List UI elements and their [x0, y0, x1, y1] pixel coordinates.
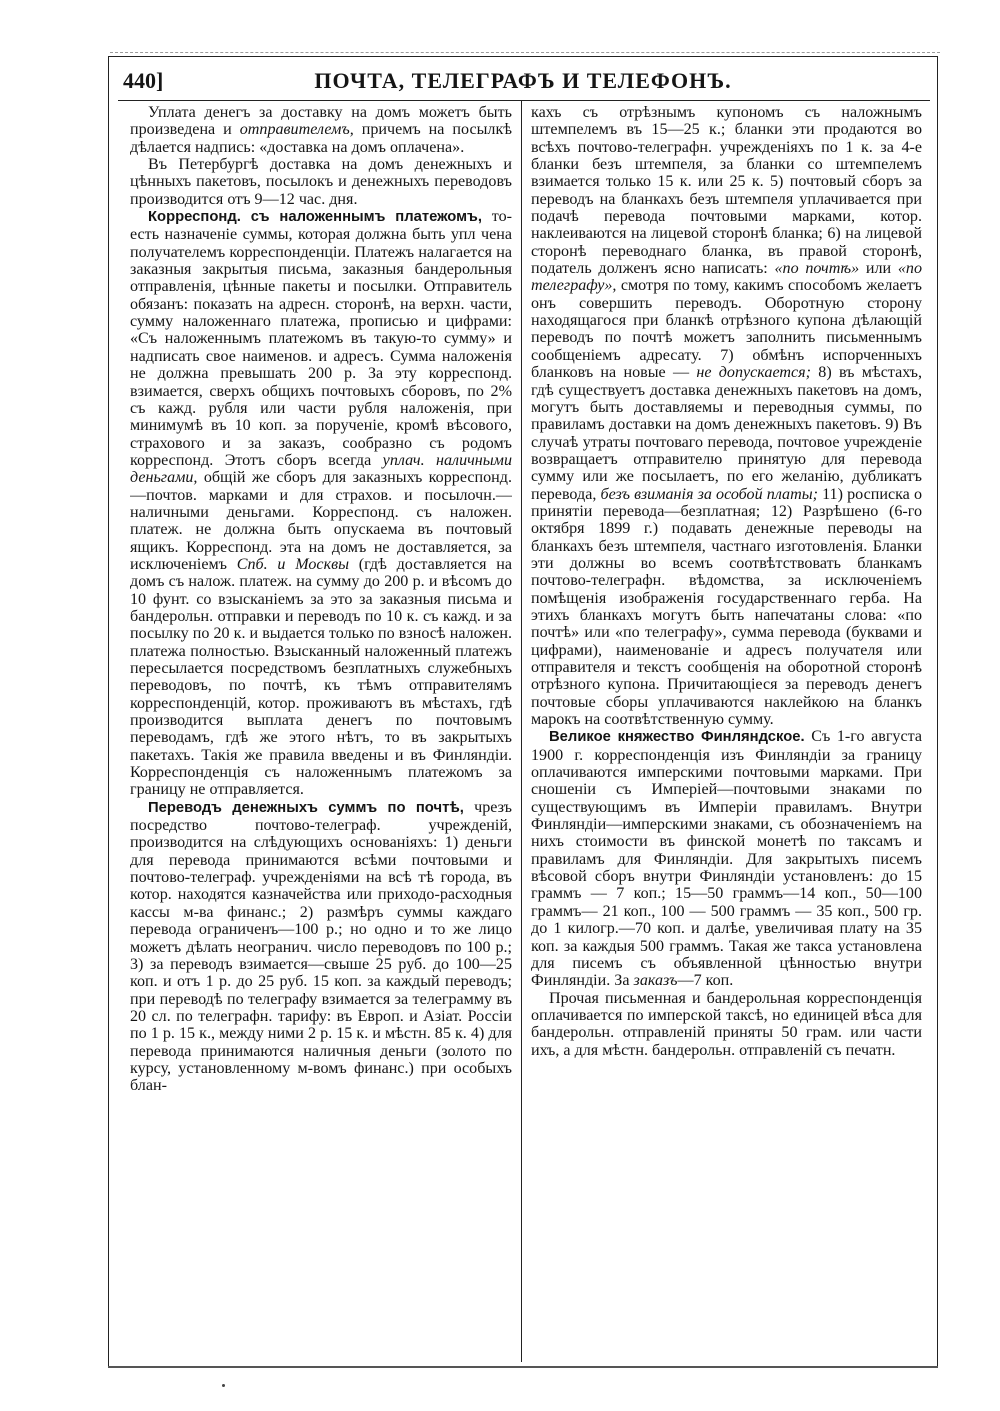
paragraph	[531, 728, 922, 989]
paragraph	[130, 208, 512, 799]
italic-run: Спб. и Москвы	[236, 555, 349, 573]
page-header	[108, 64, 938, 98]
page-number: 440]	[123, 68, 164, 93]
paragraph	[130, 104, 512, 156]
text-run: 11) росписка о принятіи перевода—безплатная; 12) Разрѣшено (6-го октября 1899 г.) подавать денежные переводы на бланкахъ безъ штемпеля, частнаго изготовленія. Бланки эти должны во всемъ соотвѣтствовать бланкамъ почтово-телеграфн. вѣдомства, за исключеніемъ помѣщенія изображенія государственнаго герба. На этихъ бланкахъ могутъ быть напечатаны слова: «по почтѣ» или «по телеграфу», сумма перевода (буквами и цифрами), наименованіе и адресъ получателя или отправителя и текстъ сообщенія на оборотной сторонѣ отрѣзного купона. Причитающіеся за переводъ денегъ почтовые сборы уплачиваются наклейкою на бланкъ марокъ на соотвѣтственную сумму.	[531, 485, 922, 729]
paragraph	[130, 799, 512, 1095]
text-run: Уплата денегъ за доставку на домъ можетъ быть произведена и	[130, 104, 512, 139]
italic-run: отправителемъ,	[239, 121, 354, 139]
text-run: чрезъ посредство почтово-телеграф. учрежденій, производится на слѣдующихъ основаніяхъ: 1) деньги для перевода принимаются всѣми почтовыми и почтово-телеграф. учрежденіями на всѣ тѣ города, въ котор. находятся казначейства или приходо-расходныя кассы м-ва финанс.; 2) размѣръ суммы каждаго перевода ограниченъ—100 р.; но одно и то же лицо можетъ дѣлать неогранич. число переводовъ по 100 р.; 3) за переводъ взимается—свыше 25 руб. до 100—25 коп. и отъ 1 р. до 25 руб. 15 коп. за каждый переводъ; при переводѣ по телеграфу взимается за телеграмму въ 20 сл. по телеграфн. тарифу: въ Европ. и Азіат. Россіи по 1 р. 15 к., между ними 2 р. 15 к. и мѣстн. 85 к. 4) для перевода принимаются наличныя деньги (золото по курсу, установленному м-вомъ финанс.) при особыхъ блан-	[130, 798, 512, 1095]
italic-run: безъ взиманія за особой платы;	[600, 485, 818, 503]
header-rule	[118, 100, 930, 101]
print-speck	[222, 1384, 225, 1387]
paragraph	[531, 104, 922, 728]
paragraph: Прочая письменная и бандерольная корреспонденція оплачивается по имперской таксѣ, но единицей вѣса для бандерольн. отправленій приняты 50 грам. или части ихъ, а для мѣстн. бандерольн. отправленій съ печатн.	[531, 989, 922, 1059]
text-run: то-есть назначеніе суммы, которая должна быть упл чена получателемъ корреспонденціи. Платежъ налагается на заказныя закрытыя письма, заказныя бандерольныя отправленія, цѣнные пакеты и посылки. Отправитель обязанъ: показать на адресн. сторонѣ, на верхн. части, сумму наложеннаго платежа, прописью и цифрами: «Съ наложеннымъ платежомъ въ такую-то сумму» и надписать свое наименов. и адресъ. Сумма наложенія не должна превышать 200 р. За эту корреспонд. взимается, сверхъ общихъ почтовыхъ сборовъ, по 2% съ кажд. рубля или части рубля наложенія, при минимумѣ въ 10 коп. за порученіе, кромѣ вѣсового, страхового и за заказъ, сообразно съ родомъ корреспонд. Этотъ сборъ всегда	[130, 208, 512, 469]
right-column	[531, 104, 922, 1364]
running-head: ПОЧТА, ТЕЛЕГРАФЪ И ТЕЛЕФОНЪ.	[314, 68, 732, 93]
italic-run: уплач. наличными деньгами,	[130, 451, 512, 487]
text-run: или	[859, 260, 898, 278]
italic-run: не допускается;	[696, 364, 811, 382]
text-run: —7 коп.	[677, 972, 734, 990]
text-run: кахъ съ отрѣзнымъ купономъ съ наложнымъ штемпелемъ въ 15—25 к.; бланки эти продаются во всѣхъ почтово-телеграфн. учрежденіяхъ по 1 к. за 4-е бланки безъ штемпеля, за бланки со штемпелемъ взимается только 15 к. или 25 к. 5) почтовый сборъ за переводъ на бланкахъ безъ штемпеля уплачивается при подачѣ перевода почтовыми марками, котор. наклеиваются на лицевой сторонѣ бланка; 6) на лицевой сторонѣ переводнаго бланка, въ правой сторонѣ, податель долженъ ясно написать:	[531, 104, 922, 278]
text-run: 8) въ мѣстахъ, гдѣ существуетъ доставка денежныхъ пакетовъ на домъ, могутъ быть доставляемы и переводныя суммы, по правиламъ доставки на домъ денежныхъ пакетовъ. 9) Въ случаѣ утраты почтоваго перевода, почтовое учрежденіе возвращаетъ отправителю принятую для перевода сумму или же посылаетъ, по его желанію, дубликатъ перевода,	[531, 364, 922, 503]
column-divider	[521, 100, 522, 1362]
text-run: причемъ на посылкѣ дѣлается надпись: «доставка на домъ оплачена».	[130, 121, 512, 156]
left-column	[130, 104, 512, 1364]
text-run: (гдѣ доставляется на домъ съ налож. платеж. на сумму до 200 р. и вѣсомъ до 10 фунт. со взысканіемъ за это за заказныя письма и бандерольн. отправки и переводъ по 10 к. съ кажд. и за посылку по 20 к. и выдается только по взносѣ наложен. платежа полностью. Взысканный наложенный платежъ пересылается посредствомъ безплатныхъ служебныхъ переводовъ, по почтѣ, къ тѣмъ отправителямъ корреспонденцій, котор. проживаютъ въ мѣстахъ, гдѣ производится выплата денегъ по почтовымъ переводамъ, гдѣ же этого нѣтъ, то въ закрытыхъ пакетахъ. Такія же правила введены и въ Финляндіи. Корреспонденція съ наложеннымъ платежомъ за границу не отправляется.	[130, 555, 512, 799]
italic-run: «по телеграфу»,	[531, 260, 922, 295]
italic-run: заказъ	[633, 972, 678, 990]
text-run: Съ 1-го августа 1900 г. корреспонденція изъ Финляндіи за границу оплачиваются имперскими почтовыми марками. При сношеніи съ Имперіей—почтовыми знаками по существующимъ въ Имперіи правиламъ. Внутри Финляндіи—имперскими знаками, съ обозначеніемъ на нихъ стоимости въ финской монетѣ по таксамъ и правиламъ для Финляндіи. Для закрытыхъ писемъ вѣсовой сборъ внутри Финляндіи установленъ: до 15 граммъ — 7 коп.; 15—50 граммъ—14 коп., 50—100 граммъ— 21 коп., 100 — 500 граммъ — 35 коп., 500 гр. до 1 килогр.—70 коп. и далѣе, увеличивая плату на 35 коп. за каждыя 500 граммъ. Такая же такса установлена для писемъ съ объявленной цѣнностью внутри Финляндіи. За	[531, 728, 922, 990]
text-run: смотря по тому, какимъ способомъ желаетъ онъ совершить переводъ. Оборотную сторону находящагося при бланкѣ отрѣзного купона дѣлающій переводъ по почтѣ можетъ заполнить письменнымъ сообщеніемъ адресату. 7) обмѣнъ испорченныхъ бланковъ на новые —	[531, 277, 922, 382]
section-heading: Великое княжество Финляндское.	[549, 729, 805, 746]
top-dashed-rule	[110, 52, 940, 53]
section-heading: Переводъ денежныхъ суммъ по почтѣ,	[148, 799, 464, 816]
section-heading: Корреспонд. съ наложеннымъ платежомъ,	[148, 209, 482, 226]
text-run: общій же сборъ для заказныхъ корреспонд.—почтов. марками и для страхов. и посылочн.—наличными деньгами. Корреспонд. съ наложен. платеж. не должна быть опускаема въ почтовый ящикъ. Корреспонд. эта на домъ не доставляется, за исключеніемъ	[130, 469, 512, 573]
italic-run: «по почтѣ»	[774, 260, 860, 278]
paragraph: Въ Петербургѣ доставка на домъ денежныхъ и цѣнныхъ пакетовъ, посылокъ и денежныхъ переводовъ производится отъ 9—12 час. дня.	[130, 156, 512, 208]
bottom-rule	[108, 1366, 938, 1368]
